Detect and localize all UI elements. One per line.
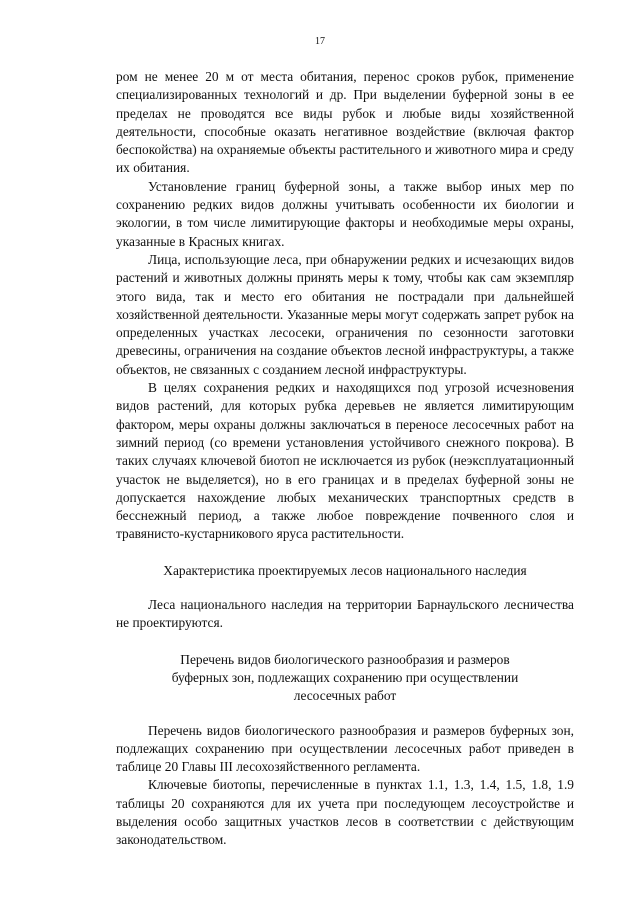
paragraph-national-heritage: Леса национального наследия на территории Барнаульского лесничества не проектируются. <box>116 597 574 631</box>
spacer <box>116 544 574 562</box>
spacer <box>116 633 574 651</box>
paragraph-biodiversity-list: Перечень видов биологического разнообразия и размеров буферных зон, подлежащих сохранению при осуществлении лесосечных работ приведен в таблице 20 Главы III лесохозяйственного регламента. <box>116 722 574 775</box>
heading-line: буферных зон, подлежащих сохранению при осуществлении <box>171 669 519 685</box>
document-body <box>116 68 574 850</box>
heading-line: лесосечных работ <box>293 688 397 704</box>
paragraph-buffer-zone-borders: Установление границ буферной зоны, а также выбор иных мер по сохранению редких видов должны учитывать особенности их биологии и экологии, в том числе лимитирующие факторы и необходимые меры охраны, указанные в Красных книгах. <box>116 178 574 249</box>
paragraph-rare-species-protection: В целях сохранения редких и находящихся под угрозой исчезновения видов растений, для которых рубка деревьев не является лимитирующим фактором, меры охраны должны заключаться в переносе лесосечных работ на зимний период (со времени установления устойчивого снежного покрова). В таких случаях ключевой биотоп не исключается из рубок (неэксплуатационный участок не выделяется), но в его границах и в пределах буферной зоны не допускается нахождение любых механических транспортных средств в бесснежный период, а также любое повреждение почвенного слоя и травянисто-кустарникового яруса растительности. <box>116 380 574 542</box>
section-heading-national-heritage: Характеристика проектируемых лесов национального наследия <box>163 562 527 578</box>
page-number: 17 <box>315 36 325 47</box>
heading-line: Перечень видов биологического разнообразия и размеров <box>180 651 510 667</box>
paragraph-key-biotopes: Ключевые биотопы, перечисленные в пунктах 1.1, 1.3, 1.4, 1.5, 1.8, 1.9 таблицы 20 сохраняются для их учета при последующем лесоустройстве и выделения особо защитных участков лесов в соответствии с действующим законодательством. <box>116 777 574 848</box>
section-heading-biodiversity <box>116 651 574 706</box>
spacer <box>116 580 574 596</box>
spacer <box>116 706 574 722</box>
paragraph-forest-users-measures: Лица, использующие леса, при обнаружении редких и исчезающих видов растений и животных должны принять меры к тому, чтобы как сам экземпляр этого вида, так и место его обитания не пострадали при дальнейшей хозяйственной деятельности. Указанные меры могут содержать запрет рубок на определенных участках лесосеки, ограничения по сезонности заготовки древесины, ограничения на создание объектов лесной инфраструктуры, а также объектов, не связанных с созданием лесной инфраструктуры. <box>116 251 574 377</box>
paragraph-continuation: ром не менее 20 м от места обитания, перенос сроков рубок, применение специализированных технологий и др. При выделении буферной зоны в ее пределах не проводятся все виды рубок и любые виды хозяйственной деятельности, способные оказать негативное воздействие (включая фактор беспокойства) на охраняемые объекты растительного и животного мира и среду их обитания. <box>116 69 574 176</box>
